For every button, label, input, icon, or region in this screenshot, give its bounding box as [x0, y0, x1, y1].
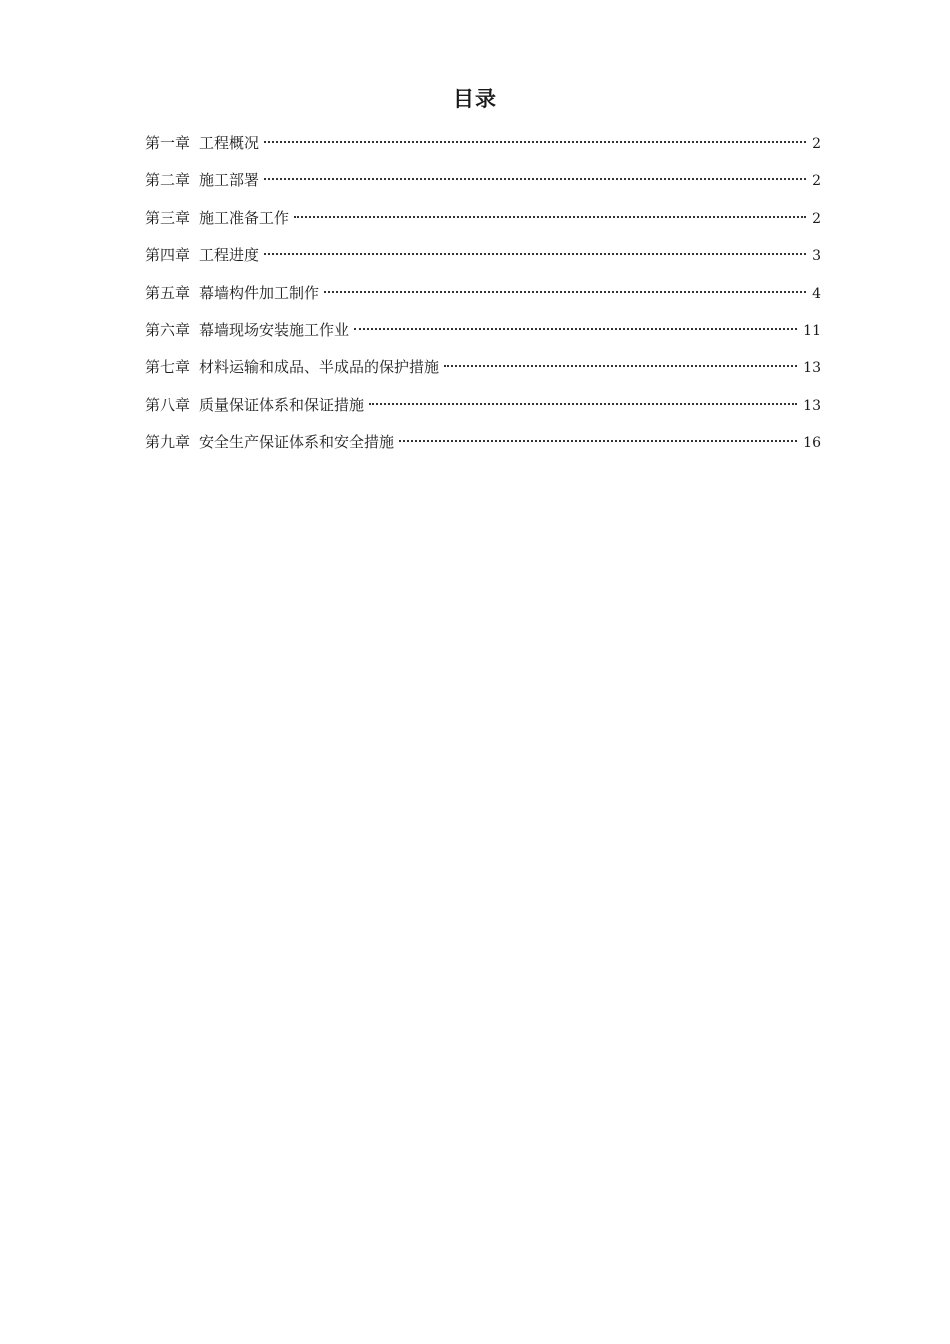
toc-chapter-heading: 施工准备工作 — [199, 208, 290, 227]
toc-chapter-heading: 工程进度 — [199, 246, 260, 265]
toc-dot-leader — [294, 216, 806, 218]
toc-page-number: 4 — [812, 285, 821, 302]
toc-entry[interactable] — [145, 167, 821, 204]
toc-entry[interactable] — [145, 280, 821, 317]
toc-entry[interactable] — [145, 205, 821, 242]
toc-page-number: 13 — [803, 360, 821, 377]
toc-chapter-heading: 质量保证体系和保证措施 — [199, 395, 365, 414]
toc-dot-leader — [324, 291, 806, 293]
toc-dot-leader — [444, 365, 797, 367]
toc-page-number: 16 — [803, 435, 821, 452]
toc-entry[interactable] — [145, 392, 821, 429]
toc-dot-leader — [354, 328, 797, 330]
toc-dot-leader — [264, 253, 806, 255]
toc-page-number: 2 — [812, 136, 821, 152]
toc-page-number: 11 — [803, 322, 821, 339]
toc-chapter-heading: 幕墙构件加工制作 — [199, 283, 320, 302]
toc-dot-leader — [264, 178, 806, 180]
toc-page-number: 13 — [803, 397, 821, 414]
toc-page-number: 2 — [812, 210, 821, 227]
toc-title: 目录 — [453, 87, 497, 111]
toc-dot-leader — [264, 141, 806, 143]
toc-chapter-heading: 幕墙现场安装施工作业 — [199, 320, 350, 339]
toc-chapter-heading: 工程概况 — [199, 134, 260, 152]
toc-chapter-number: 第二章 — [145, 171, 191, 190]
toc-dot-leader — [399, 440, 797, 442]
toc-chapter-number: 第八章 — [145, 395, 191, 414]
toc-chapter-heading: 施工部署 — [199, 171, 260, 190]
toc-page-number: 3 — [812, 248, 821, 265]
toc-entry[interactable] — [145, 354, 821, 391]
toc-chapter-number: 第七章 — [145, 358, 191, 377]
toc-entry[interactable] — [145, 242, 821, 279]
toc-entry[interactable] — [145, 429, 821, 466]
toc-dot-leader — [369, 403, 797, 405]
toc-chapter-heading: 材料运输和成品、半成品的保护措施 — [199, 358, 440, 377]
table-of-contents — [145, 130, 821, 467]
toc-page-number: 2 — [812, 173, 821, 190]
toc-chapter-number: 第一章 — [145, 134, 191, 152]
toc-chapter-number: 第三章 — [145, 208, 191, 227]
toc-entry[interactable] — [145, 317, 821, 354]
toc-chapter-heading: 安全生产保证体系和安全措施 — [199, 433, 395, 452]
toc-chapter-number: 第五章 — [145, 283, 191, 302]
toc-chapter-number: 第六章 — [145, 320, 191, 339]
toc-chapter-number: 第四章 — [145, 246, 191, 265]
toc-entry[interactable] — [145, 130, 821, 167]
toc-chapter-number: 第九章 — [145, 433, 191, 452]
